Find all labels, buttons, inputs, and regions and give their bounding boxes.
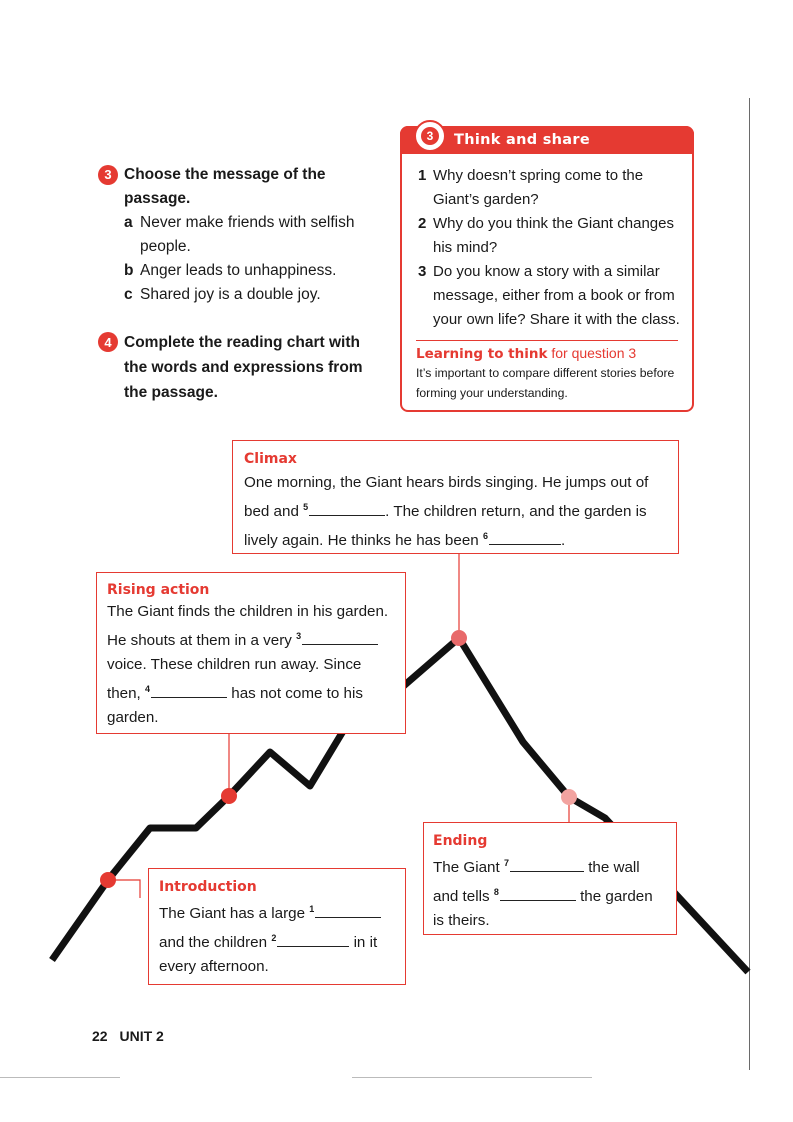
blank-8-number: 8 xyxy=(493,887,499,898)
blank-6[interactable] xyxy=(489,530,561,545)
introduction-marker xyxy=(100,872,116,888)
rising-action-title: Rising action xyxy=(107,582,210,598)
blank-2-number: 2 xyxy=(271,933,277,944)
blank-8[interactable] xyxy=(500,886,576,901)
blank-7-number: 7 xyxy=(503,858,509,868)
think-question-2-text: Why do you think the Giant changes his mind? xyxy=(433,215,674,256)
ending-line-2: and tells $^8$ the garden xyxy=(433,887,653,906)
introduction-title: Introduction xyxy=(159,879,257,895)
think-question-1-text: Why doesn’t spring come to the Giant’s garden? xyxy=(433,167,644,208)
rising-line-1: The Giant finds the children in his garden. xyxy=(107,603,389,620)
page-footer xyxy=(92,1028,164,1044)
option-c-text: Shared joy is a double joy. xyxy=(140,286,321,303)
think-question-3: 3 Do you know a story with a similar message, either from a book or from your own life? Share it with the class. xyxy=(418,260,688,332)
question-4-title: Complete the reading chart with the words and expressions from the passage. xyxy=(124,334,363,401)
blank-3[interactable] xyxy=(302,630,378,645)
option-b-text: Anger leads to unhappiness. xyxy=(140,262,337,279)
question-3-badge: 3 xyxy=(98,165,118,185)
thinking-head-icon: 3 xyxy=(414,120,446,152)
option-a-letter: a xyxy=(124,214,133,231)
option-c-letter: c xyxy=(124,286,133,303)
think-question-3-text: Do you know a story with a similar message, either from a book or from your own life? Share it with the class. xyxy=(433,263,680,328)
ending-box xyxy=(423,822,677,935)
unit-label: UNIT 2 xyxy=(119,1028,164,1044)
blank-4[interactable] xyxy=(151,683,227,698)
option-a-text: Never make friends with selfish people. xyxy=(140,214,355,255)
ending-title: Ending xyxy=(433,833,488,849)
ending-line-1: The Giant $^7$ the wall xyxy=(433,858,640,877)
rising-action-marker xyxy=(221,788,237,804)
learning-to-think-subheading: for question 3 xyxy=(551,345,637,361)
climax-line-2: bed and $^5$ . The children return, and the garden is xyxy=(244,502,647,521)
climax-line-3: lively again. He thinks he has been $^6$ . xyxy=(244,531,566,550)
blank-6-number: 6 xyxy=(482,531,488,542)
question-4-badge: 4 xyxy=(98,332,118,352)
blank-7[interactable] xyxy=(510,857,584,872)
ending-marker xyxy=(561,789,577,805)
option-b-letter: b xyxy=(124,262,134,279)
introduction-box xyxy=(148,868,406,985)
page-number: 22 xyxy=(92,1028,108,1044)
blank-3-number: 3 xyxy=(296,631,302,641)
blank-2[interactable] xyxy=(277,932,349,947)
blank-4-number: 4 xyxy=(145,684,151,695)
climax-line-1: One morning, the Giant hears birds singing. He jumps out of xyxy=(244,474,649,491)
intro-line-2: and the children $^2$ in it xyxy=(159,933,378,952)
rising-line-2: He shouts at them in a very $^3$ xyxy=(107,624,405,653)
rising-line-5: garden. xyxy=(107,709,159,727)
question-3-title: Choose the message of the passage. xyxy=(124,166,326,207)
rising-line-3: voice. These children run away. Since xyxy=(107,656,362,674)
intro-line-1: The Giant has a large $^1$ xyxy=(159,897,405,926)
ending-line-3: is theirs. xyxy=(433,912,490,930)
blank-1-number: 1 xyxy=(309,904,315,914)
rising-action-box xyxy=(96,572,406,734)
think-question-2: 2 Why do you think the Giant changes his mind? xyxy=(418,212,688,260)
blank-1[interactable] xyxy=(315,903,381,918)
blank-5-number: 5 xyxy=(303,502,309,512)
think-question-1: 1 Why doesn’t spring come to the Giant’s garden? xyxy=(418,164,688,212)
intro-line-3: every afternoon. xyxy=(159,958,269,976)
learning-to-think-heading: Learning to think xyxy=(416,346,548,362)
think-and-share-title: Think and share xyxy=(454,132,590,148)
learning-to-think-body: It’s important to compare different stories before forming your understanding. xyxy=(416,366,675,400)
rising-line-4: then, $^4$ has not come to his xyxy=(107,684,363,703)
blank-5[interactable] xyxy=(309,501,385,516)
climax-title: Climax xyxy=(244,451,297,467)
climax-marker xyxy=(451,630,467,646)
climax-box xyxy=(232,440,679,554)
